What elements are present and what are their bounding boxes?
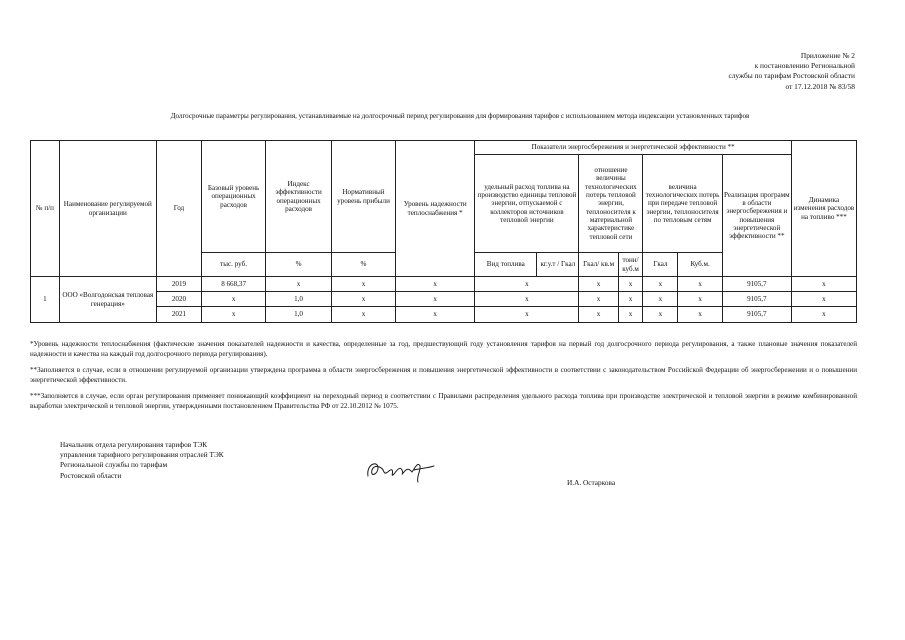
footnote-1: *Уровень надежности теплоснабжения (фактические значения показателей надежности и качества, определенные за год, предшествующий году установления тарифов на первый год долгосрочного периода регулирования, а также плановые значения показателей надежности и качества на каждый год долгосрочного периода регулирования).	[30, 340, 857, 358]
header-energy-group: Показатели энергосбережения и энергетической эффективности **	[475, 141, 792, 155]
cell-m3: 9105,7	[722, 292, 791, 307]
cell-profit: x	[332, 307, 396, 323]
cell-profit: x	[332, 292, 396, 307]
cell-index: 1,0	[266, 307, 332, 323]
signatory-name: И.А. Остаркова	[567, 478, 616, 487]
cell-gkal-m: x	[618, 292, 643, 307]
unit-cell: %	[266, 253, 332, 277]
document-title: Долгосрочные параметры регулирования, устанавливаемые на долгосрочный период регулирования для формирования тарифов с использованием метода индексации установленных тарифов	[170, 112, 750, 120]
cell-fuel-type: x	[475, 277, 579, 292]
footnote-3: ***Заполняется в случае, если орган регулирования применяет понижающий коэффициент на переходный период в соответствии с Правилами распределения удельного расхода топлива при производстве электрической и тепловой энергии в режиме комбинированной выработки электрической и тепловой энергии, утвержденными постановлением Правительства РФ от 22.10.2012 № 1075.	[30, 392, 857, 410]
header-year: Год	[156, 141, 201, 277]
appendix-line: от 17.12.2018 № 83/58	[785, 81, 855, 91]
cell-year: 2019	[156, 277, 201, 292]
cell-year: 2021	[156, 307, 201, 323]
header-specific-fuel: удельный расход топлива на производство единицы тепловой энергии, отпускаемой с коллекторов источников тепловой энергии	[475, 155, 579, 253]
unit-cell: Гкал	[643, 253, 678, 277]
cell-fuel-type: x	[475, 292, 579, 307]
footnote-2: **Заполняется в случае, если в отношении регулируемой организации утверждена программа в области энергосбережения и повышения энергетической эффективности в соответствии с законодательством Российской Федерации об энергосбережении и о повышении энергетической эффективности.	[30, 366, 857, 384]
cell-profit: x	[332, 277, 396, 292]
position-line: Ростовской области	[60, 470, 122, 480]
unit-cell: Вид топлива	[475, 253, 537, 277]
cell-base: x	[202, 292, 266, 307]
cell-base: x	[202, 307, 266, 323]
unit-cell: %	[332, 253, 396, 277]
header-dynamics: Динамика изменения расходов на топливо ***	[791, 141, 856, 277]
unit-cell: Гкал/ кв.м	[579, 253, 618, 277]
cell-gkal-m: x	[618, 307, 643, 323]
cell-year: 2020	[156, 292, 201, 307]
header-program: Реализация программ в области энергосбережения и повышения энергетической эффективности **	[722, 155, 791, 277]
unit-cell: тыс. руб.	[202, 253, 266, 277]
signatory-position	[60, 440, 224, 481]
org-number: 1	[31, 277, 60, 323]
cell-index: x	[266, 277, 332, 292]
parameters-table	[30, 140, 857, 323]
cell-gkal: x	[678, 307, 722, 323]
unit-cell: Куб.м.	[678, 253, 722, 277]
org-name: ООО «Волгодонская тепловая генерация»	[59, 277, 156, 323]
header-profit: Нормативный уровень прибыли	[332, 141, 396, 253]
cell-gkal-m: x	[618, 277, 643, 292]
cell-index: 1,0	[266, 292, 332, 307]
cell-tonn: x	[643, 292, 678, 307]
appendix-line: Приложение № 2	[800, 51, 855, 60]
header-losses-value: величина технологических потерь при передаче тепловой энергии, теплоносителя по тепловым сетям	[643, 155, 722, 253]
cell-kgut: x	[579, 307, 618, 323]
cell-fuel-type: x	[475, 307, 579, 323]
header-index: Индекс эффективности операционных расходов	[266, 141, 332, 253]
appendix-note	[595, 51, 855, 92]
table-row	[31, 277, 857, 292]
cell-reliability: x	[395, 292, 474, 307]
unit-cell: кг.у.т / Гкал	[537, 253, 579, 277]
cell-m3: 9105,7	[722, 277, 791, 292]
cell-kgut: x	[579, 277, 618, 292]
cell-m3: 9105,7	[722, 307, 791, 323]
cell-base: 8 668,37	[202, 277, 266, 292]
cell-kgut: x	[579, 292, 618, 307]
header-org: Наименование регулируемой организации	[59, 141, 156, 277]
appendix-line: к постановлению Региональной	[754, 61, 855, 71]
position-line: Начальник отдела регулирования тарифов ТЭК	[60, 440, 208, 449]
cell-gkal: x	[678, 292, 722, 307]
cell-reliability: x	[395, 307, 474, 323]
header-base: Базовый уровень операционных расходов	[202, 141, 266, 253]
handwritten-signature	[364, 456, 438, 486]
header-reliability: Уровень надежности теплоснабжения *	[395, 141, 474, 277]
cell-tonn: x	[643, 307, 678, 323]
appendix-line: службы по тарифам Ростовской области	[728, 71, 855, 81]
cell-reliability: x	[395, 277, 474, 292]
cell-tonn: x	[643, 277, 678, 292]
cell-gkal: x	[678, 277, 722, 292]
position-line: Региональной службы по тарифам	[60, 460, 168, 470]
unit-cell: тонн/куб.м	[618, 253, 643, 277]
position-line: управления тарифного регулирования отраслей ТЭК	[60, 450, 224, 460]
header-num: № п/п	[31, 141, 60, 277]
cell-program: x	[791, 307, 856, 323]
header-losses-ratio: отношение величины технологических потерь тепловой энергии, теплоносителя к материальной характеристике тепловой сети	[579, 155, 643, 253]
cell-program: x	[791, 277, 856, 292]
cell-program: x	[791, 292, 856, 307]
